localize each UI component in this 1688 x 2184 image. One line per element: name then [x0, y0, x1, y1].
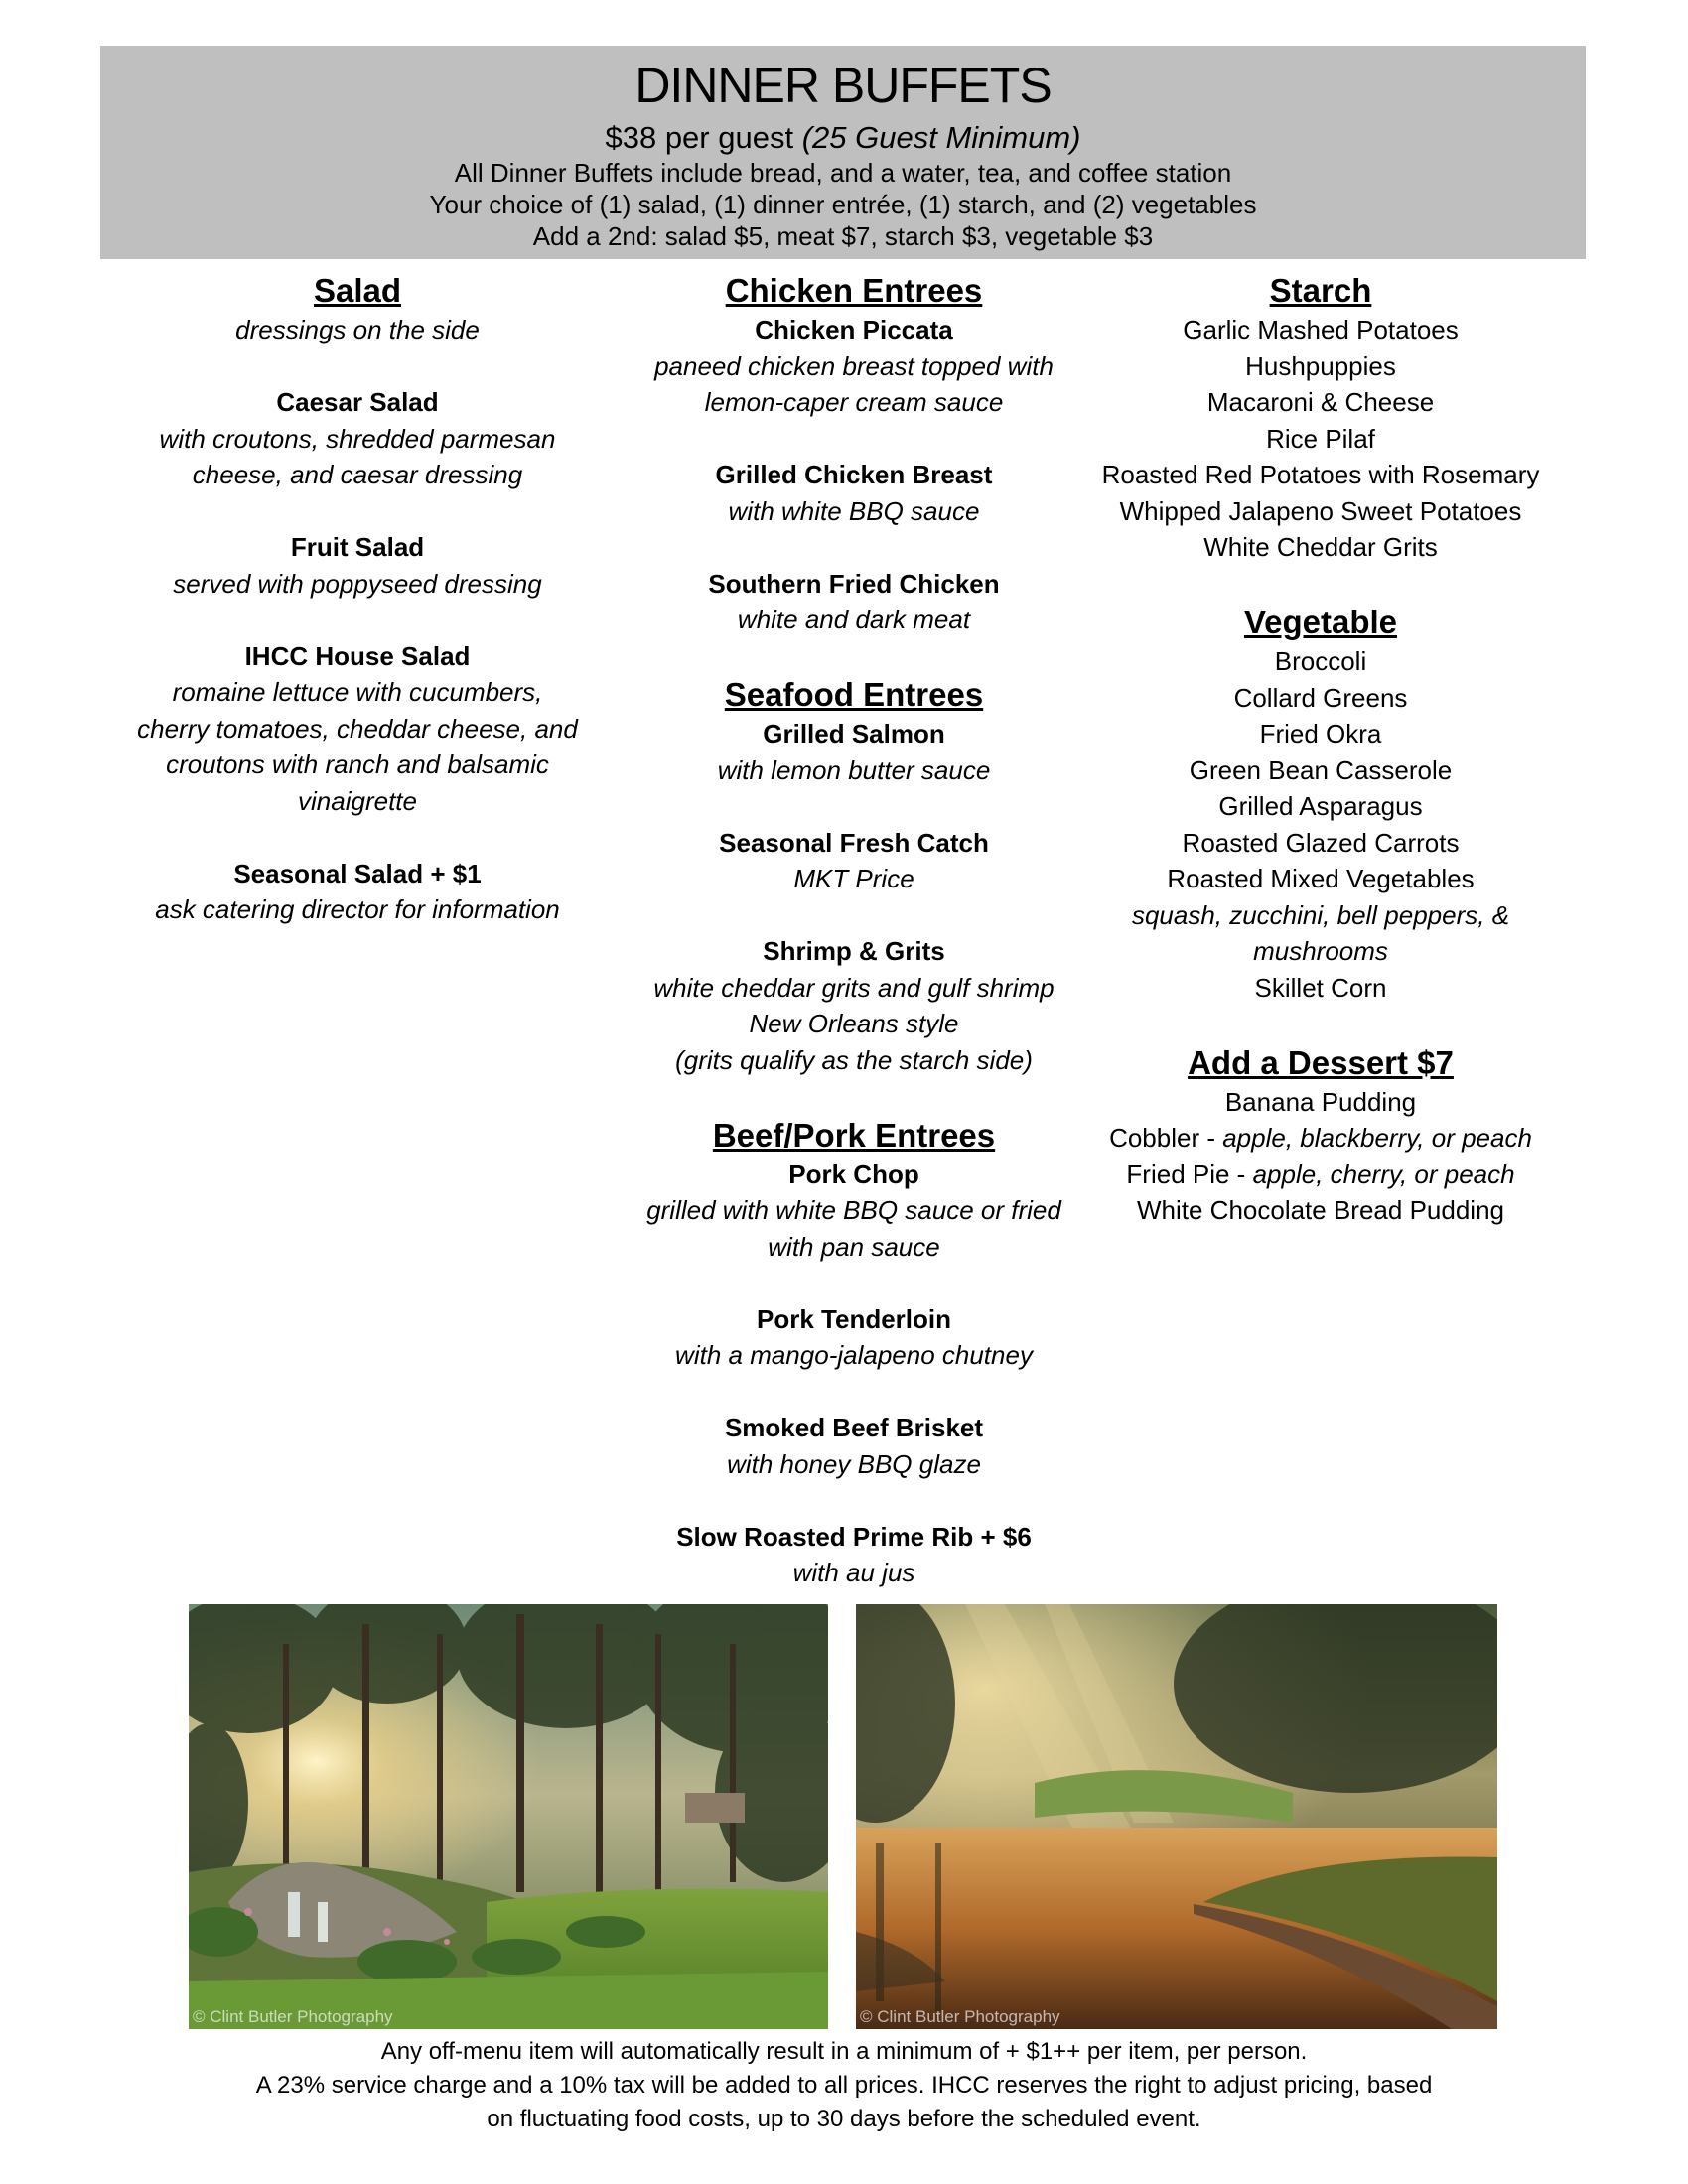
menu-item-name: Caesar Salad — [276, 387, 439, 417]
menu-item-desc: white and dark meat — [737, 605, 971, 634]
vegetable-item-desc: mushrooms — [1253, 936, 1388, 966]
menu-item-desc: croutons with ranch and balsamic — [166, 750, 549, 779]
page-title: DINNER BUFFETS — [634, 58, 1052, 113]
salad-column — [119, 270, 596, 928]
menu-item-desc: with au jus — [792, 1558, 915, 1587]
guest-minimum: (25 Guest Minimum) — [801, 120, 1081, 155]
menu-item-desc: MKT Price — [793, 864, 914, 893]
menu-item-name: Pork Tenderloin — [757, 1303, 951, 1334]
photo-credit: © Clint Butler Photography — [193, 2007, 393, 2026]
menu-item-name: IHCC House Salad — [244, 640, 471, 671]
price: $38 per guest — [605, 120, 794, 155]
menu-item-name: Smoked Beef Brisket — [724, 1413, 984, 1442]
menu-item-desc: with a mango-jalapeno chutney — [675, 1340, 1033, 1370]
vegetable-item: Skillet Corn — [1254, 972, 1387, 1003]
dessert-item — [1072, 1157, 1569, 1193]
menu-item-desc: cheese, and caesar dressing — [192, 460, 523, 489]
menu-item-desc: grilled with white BBQ sauce or fried — [646, 1195, 1061, 1225]
menu-item-name: Chicken Piccata — [755, 315, 953, 344]
beef-pork-heading: Beef/Pork Entrees — [712, 1116, 996, 1154]
price-line — [100, 119, 1586, 157]
vegetable-item: Grilled Asparagus — [1218, 791, 1423, 821]
menu-item-desc: romaine lettuce with cucumbers, — [172, 677, 543, 707]
dessert-item — [1072, 1120, 1569, 1157]
footer-line-1: Any off-menu item will automatically result in a minimum of + $1++ per item, per person. — [380, 2038, 1308, 2065]
footer-line-2: A 23% service charge and a 10% tax will be added to all prices. IHCC reserves the right to adjust pricing, based — [255, 2072, 1433, 2099]
starch-heading: Starch — [1269, 272, 1372, 309]
dessert-item: Banana Pudding — [1224, 1086, 1417, 1117]
starch-item: Macaroni & Cheese — [1206, 387, 1435, 417]
menu-item-desc: white cheddar grits and gulf shrimp — [653, 972, 1055, 1003]
menu-item-desc: cherry tomatoes, cheddar cheese, and — [137, 713, 578, 744]
dessert-item: White Chocolate Bread Pudding — [1136, 1195, 1504, 1225]
vegetable-item: Green Bean Casserole — [1189, 754, 1453, 785]
waterfall-garden-photo — [189, 1604, 828, 2029]
header-line-2: Your choice of (1) salad, (1) dinner entrée, (1) starch, and (2) vegetables — [429, 190, 1257, 219]
entrees-column — [616, 270, 1092, 1591]
dessert-heading: Add a Dessert $7 — [1188, 1043, 1454, 1081]
menu-item-desc: paneed chicken breast topped with — [654, 350, 1054, 381]
starch-item: Whipped Jalapeno Sweet Potatoes — [1119, 495, 1522, 526]
vegetable-item: Fried Okra — [1259, 719, 1382, 749]
footer-notes — [99, 2035, 1589, 2136]
menu-item-desc: with pan sauce — [768, 1231, 940, 1262]
menu-item-name: Slow Roasted Prime Rib + $6 — [676, 1521, 1032, 1552]
menu-item-name: Seasonal Fresh Catch — [719, 827, 989, 858]
starch-item: Roasted Red Potatoes with Rosemary — [1101, 460, 1540, 489]
menu-item-desc: vinaigrette — [298, 785, 417, 816]
golf-pond-photo — [856, 1604, 1497, 2029]
menu-item-desc: New Orleans style — [749, 1009, 959, 1038]
menu-item-desc: with lemon butter sauce — [717, 754, 991, 785]
starch-item: White Cheddar Grits — [1203, 532, 1438, 562]
menu-item-name: Grilled Salmon — [763, 719, 945, 749]
header-line-1: All Dinner Buffets include bread, and a water, tea, and coffee station — [454, 158, 1232, 188]
starch-item: Hushpuppies — [1245, 350, 1396, 381]
menu-item-desc: lemon-caper cream sauce — [704, 387, 1004, 417]
vegetable-item: Broccoli — [1274, 646, 1367, 676]
menu-item-desc: with white BBQ sauce — [728, 495, 980, 526]
vegetable-item: Collard Greens — [1233, 682, 1408, 713]
header-line-3: Add a 2nd: salad $5, meat $7, starch $3, vegetable $3 — [532, 221, 1154, 251]
seafood-heading: Seafood Entrees — [724, 676, 984, 713]
salad-note: dressings on the side — [235, 315, 480, 344]
chicken-heading: Chicken Entrees — [725, 272, 983, 309]
dessert-item-desc: apple, cherry, or peach — [1252, 1159, 1515, 1189]
menu-item-name: Fruit Salad — [290, 532, 425, 562]
footer-line-3: on fluctuating food costs, up to 30 days before the scheduled event. — [487, 2106, 1201, 2132]
menu-item-name: Shrimp & Grits — [763, 936, 945, 966]
vegetable-item-desc: squash, zucchini, bell peppers, & — [1131, 899, 1510, 930]
vegetable-item: Roasted Mixed Vegetables — [1167, 864, 1475, 893]
menu-item-name: Seasonal Salad + $1 — [233, 858, 482, 888]
starch-item: Rice Pilaf — [1266, 423, 1375, 454]
sides-column — [1072, 270, 1569, 1229]
menu-item-name: Pork Chop — [788, 1159, 919, 1189]
dessert-item-name: Cobbler - — [1109, 1123, 1223, 1153]
menu-item-desc: ask catering director for information — [155, 894, 560, 924]
menu-item-name: Grilled Chicken Breast — [715, 460, 993, 489]
photo-credit: © Clint Butler Photography — [860, 2007, 1060, 2026]
salad-heading: Salad — [313, 272, 402, 309]
dessert-item-desc: apple, blackberry, or peach — [1222, 1123, 1532, 1153]
menu-item-desc: with honey BBQ glaze — [727, 1448, 981, 1479]
header-banner — [100, 46, 1586, 259]
starch-item: Garlic Mashed Potatoes — [1183, 315, 1459, 344]
menu-item-desc: with croutons, shredded parmesan — [159, 423, 556, 454]
dessert-item-name: Fried Pie - — [1126, 1159, 1253, 1189]
vegetable-item: Roasted Glazed Carrots — [1182, 827, 1460, 858]
vegetable-heading: Vegetable — [1243, 604, 1398, 640]
menu-item-desc: served with poppyseed dressing — [173, 568, 542, 599]
menu-item-name: Southern Fried Chicken — [708, 568, 1000, 599]
menu-item-desc: (grits qualify as the starch side) — [675, 1044, 1033, 1075]
